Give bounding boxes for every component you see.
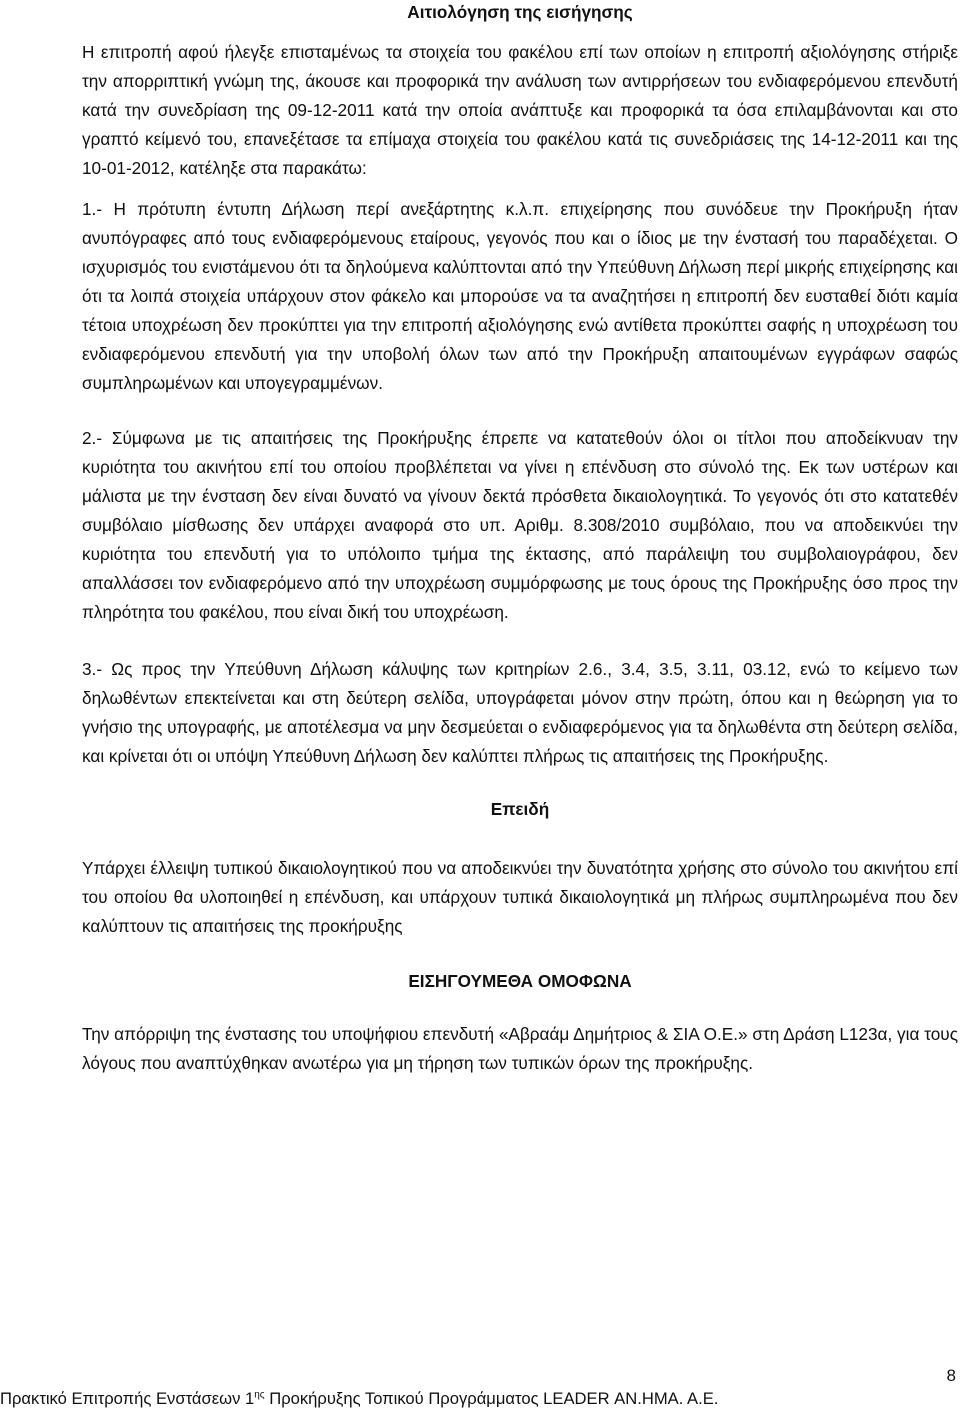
- point-2-paragraph: 2.- Σύμφωνα με τις απαιτήσεις της Προκήρυξης έπρεπε να κατατεθούν όλοι οι τίτλοι που αποδείκνυαν την κυριότητα του ακινήτου επί του οποίου προβλέπεται να γίνει η επένδυση στο σύνολό της. Εκ των υστέρων και μάλιστα με την ένσταση δεν είναι δυνατό να γίνουν δεκτά πρόσθετα δικαιολογητικά. Το γεγονός ότι στο κατατεθέν συμβόλαιο μίσθωσης δεν υπάρχει αναφορά στο υπ. Αριθμ. 8.308/2010 συμβόλαιο, που να αποδεικνύει την κυριότητα του επενδυτή για το υπόλοιπο τμήμα της έκτασης, από παράλειψη του συμβολαιογράφου, δεν απαλλάσσει τον ενδιαφερόμενο από την υποχρέωση συμμόρφωσης με τους όρους της Προκήρυξης όσο προς την πληρότητα του φακέλου, που είναι δική του υποχρέωση.: [82, 428, 958, 622]
- footer-superscript: ης: [254, 1389, 265, 1401]
- section-heading: Αιτιολόγηση της εισήγησης: [407, 2, 633, 22]
- footer-text-start: Πρακτικό Επιτροπής Ενστάσεων 1: [0, 1389, 255, 1408]
- page-footer: [0, 1388, 960, 1410]
- point-1-paragraph: 1.- Η πρότυπη έντυπη Δήλωση περί ανεξάρτητης κ.λ.π. επιχείρησης που συνόδευε την Προκήρυξη ήταν ανυπόγραφες από τους ενδιαφερόμενους εταίρους, γεγονός που και ο ίδιος με την ένστασή του παραδέχεται. Ο ισχυρισμός του ενιστάμενου ότι τα δηλούμενα καλύπτονται από την Υπεύθυνη Δήλωση περί μικρής επιχείρησης και ότι τα λοιπά στοιχεία υπάρχουν στον φάκελο και μπορούσε να τα αναζητήσει η επιτροπή δεν ευσταθεί διότι καμία τέτοια υποχρέωση δεν προκύπτει για την επιτροπή αξιολόγησης ενώ αντίθετα προκύπτει σαφής η υποχρέωση του ενδιαφερόμενου επενδυτή για την υποβολή όλων των από την Προκήρυξη απαιτουμένων εγγράφων σαφώς συμπληρωμένων και υπογεγραμμένων.: [82, 199, 958, 393]
- whereas-paragraph: Υπάρχει έλλειψη τυπικού δικαιολογητικού που να αποδεικνύει την δυνατότητα χρήσης στο σύνολο του ακινήτου επί του οποίου θα υλοποιηθεί η επένδυση, και υπάρχουν τυπικά δικαιολογητικά μη πλήρως συμπληρωμένα που δεν καλύπτουν τις απαιτήσεις της προκήρυξης: [82, 858, 958, 936]
- page-number: 8: [946, 1366, 956, 1385]
- intro-paragraph: Η επιτροπή αφού ήλεγξε επισταμένως τα στοιχεία του φακέλου επί των οποίων η επιτροπή αξιολόγησης στήριξε την απορριπτική γνώμη της, άκουσε και προφορικά την ανάλυση των αντιρρήσεων του ενδιαφερόμενου επενδυτή κατά την συνεδρίαση της 09-12-2011 κατά την οποία ανάπτυξε και προφορικά τα όσα επιλαμβάνονται και στο γραπτό κείμενό του, επανεξέτασε τα επίμαχα στοιχεία του φακέλου κατά τις συνεδριάσεις της 14-12-2011 και της 10-01-2012, κατέληξε στα παρακάτω:: [82, 42, 958, 178]
- document-page: [82, 0, 958, 1078]
- footer-text-end: Προκήρυξης Τοπικού Προγράμματος LEADER ΑΝ.ΗΜΑ. Α.Ε.: [264, 1389, 719, 1408]
- whereas-heading: Επειδή: [490, 799, 550, 819]
- recommendation-paragraph: Την απόρριψη της ένστασης του υποψήφιου επενδυτή «Αβραάμ Δημήτριος & ΣΙΑ Ο.Ε.» στη Δράση L123α, για τους λόγους που αναπτύχθηκαν ανωτέρω για μη τήρηση των τυπικών όρων της προκήρυξης.: [82, 1024, 958, 1073]
- recommendation-heading: ΕΙΣΗΓΟΥΜΕΘΑ ΟΜΟΦΩΝΑ: [408, 971, 632, 991]
- point-3-paragraph: 3.- Ως προς την Υπεύθυνη Δήλωση κάλυψης των κριτηρίων 2.6., 3.4, 3.5, 3.11, 03.12, ενώ το κείμενο των δηλωθέντων επεκτείνεται και στη δεύτερη σελίδα, υπογράφεται μόνον στην πρώτη, όπου και η θεώρηση για το γνήσιο της υπογραφής, με αποτέλεσμα να μην δεσμεύεται ο ενδιαφερόμενος για τα δηλωθέντα στη δεύτερη σελίδα, και κρίνεται ότι οι υπόψη Υπεύθυνη Δήλωση δεν καλύπτει πλήρως τις απαιτήσεις της Προκήρυξης.: [82, 659, 958, 766]
